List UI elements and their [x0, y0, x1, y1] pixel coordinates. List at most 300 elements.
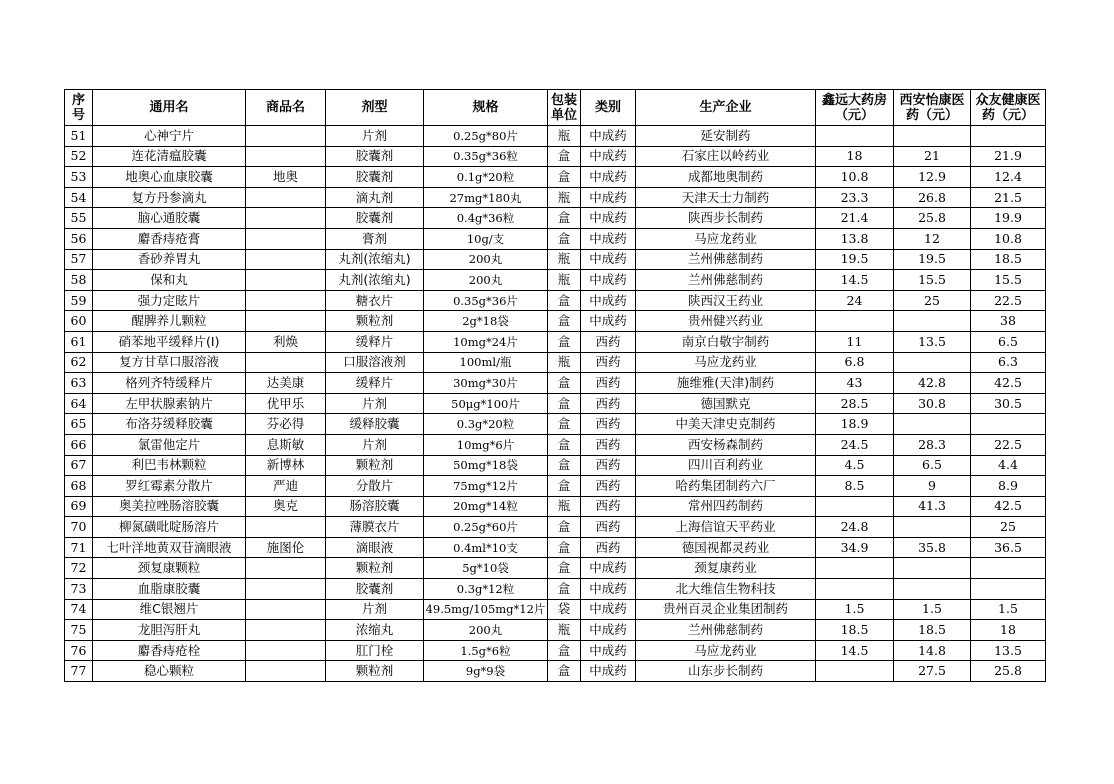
generic-name-cell: 保和丸 [93, 270, 246, 291]
dosage-form-cell: 浓缩丸 [326, 620, 424, 641]
dosage-form-cell: 肛门栓 [326, 640, 424, 661]
row-index-cell: 70 [65, 517, 93, 538]
manufacturer-cell: 哈药集团制药六厂 [636, 476, 816, 497]
brand-name-cell [246, 290, 326, 311]
package-unit-cell: 盒 [548, 517, 581, 538]
spec-cell: 9g*9袋 [424, 661, 548, 682]
price-xinyuan-cell: 24.5 [816, 434, 894, 455]
brand-name-cell [246, 208, 326, 229]
manufacturer-cell: 山东步长制药 [636, 661, 816, 682]
manufacturer-cell: 马应龙药业 [636, 228, 816, 249]
dosage-form-cell: 滴眼液 [326, 537, 424, 558]
package-unit-cell: 盒 [548, 476, 581, 497]
price-zhongyou-cell: 25.8 [971, 661, 1046, 682]
price-xinyuan-cell: 4.5 [816, 455, 894, 476]
row-index-cell: 71 [65, 537, 93, 558]
category-cell: 西药 [581, 373, 636, 394]
row-index-cell: 74 [65, 599, 93, 620]
price-xinyuan-cell [816, 579, 894, 600]
table-row [65, 434, 1046, 455]
manufacturer-cell: 德国视都灵药业 [636, 537, 816, 558]
price-zhongyou-cell: 13.5 [971, 640, 1046, 661]
table-row [65, 290, 1046, 311]
table-row [65, 558, 1046, 579]
manufacturer-cell: 贵州健兴药业 [636, 311, 816, 332]
price-xinyuan-cell: 43 [816, 373, 894, 394]
brand-name-cell [246, 228, 326, 249]
manufacturer-cell: 上海信谊天平药业 [636, 517, 816, 538]
generic-name-cell: 柳氮磺吡啶肠溶片 [93, 517, 246, 538]
category-cell: 中成药 [581, 270, 636, 291]
manufacturer-cell: 北大维信生物科技 [636, 579, 816, 600]
brand-name-cell: 地奥 [246, 167, 326, 188]
package-unit-cell: 盒 [548, 640, 581, 661]
spec-cell: 0.1g*20粒 [424, 167, 548, 188]
price-yikang-cell [894, 517, 971, 538]
dosage-form-cell: 缓释片 [326, 331, 424, 352]
row-index-cell: 55 [65, 208, 93, 229]
price-zhongyou-cell: 25 [971, 517, 1046, 538]
package-unit-cell: 盒 [548, 414, 581, 435]
generic-name-cell: 心神宁片 [93, 126, 246, 147]
price-xinyuan-cell: 8.5 [816, 476, 894, 497]
price-xinyuan-cell: 13.8 [816, 228, 894, 249]
price-yikang-cell: 13.5 [894, 331, 971, 352]
brand-name-cell [246, 620, 326, 641]
spec-cell: 1.5g*6粒 [424, 640, 548, 661]
price-zhongyou-cell: 22.5 [971, 434, 1046, 455]
generic-name-cell: 七叶洋地黄双苷滴眼液 [93, 537, 246, 558]
dosage-form-cell: 滴丸剂 [326, 187, 424, 208]
manufacturer-cell: 南京白敬宇制药 [636, 331, 816, 352]
row-index-cell: 57 [65, 249, 93, 270]
brand-name-cell: 利焕 [246, 331, 326, 352]
table-row [65, 661, 1046, 682]
brand-name-cell [246, 558, 326, 579]
package-unit-cell: 瓶 [548, 187, 581, 208]
category-cell: 中成药 [581, 228, 636, 249]
manufacturer-cell: 天津天士力制药 [636, 187, 816, 208]
price-xinyuan-cell [816, 126, 894, 147]
price-yikang-cell: 25.8 [894, 208, 971, 229]
brand-name-cell: 新博林 [246, 455, 326, 476]
spec-cell: 30mg*30片 [424, 373, 548, 394]
manufacturer-cell: 中美天津史克制药 [636, 414, 816, 435]
table-row [65, 517, 1046, 538]
col-package-unit-header: 包装单位 [548, 90, 581, 126]
price-yikang-cell: 27.5 [894, 661, 971, 682]
price-zhongyou-cell: 10.8 [971, 228, 1046, 249]
price-yikang-cell: 12 [894, 228, 971, 249]
price-zhongyou-cell: 30.5 [971, 393, 1046, 414]
price-xinyuan-cell: 28.5 [816, 393, 894, 414]
price-zhongyou-cell [971, 414, 1046, 435]
package-unit-cell: 瓶 [548, 496, 581, 517]
manufacturer-cell: 贵州百灵企业集团制药 [636, 599, 816, 620]
generic-name-cell: 连花清瘟胶囊 [93, 146, 246, 167]
price-yikang-cell [894, 311, 971, 332]
table-row [65, 311, 1046, 332]
price-zhongyou-cell: 38 [971, 311, 1046, 332]
price-xinyuan-cell [816, 558, 894, 579]
spec-cell: 0.3g*12粒 [424, 579, 548, 600]
table-row [65, 414, 1046, 435]
package-unit-cell: 瓶 [548, 249, 581, 270]
price-xinyuan-cell: 19.5 [816, 249, 894, 270]
spec-cell: 200丸 [424, 249, 548, 270]
row-index-cell: 75 [65, 620, 93, 641]
price-yikang-cell [894, 579, 971, 600]
price-xinyuan-cell: 14.5 [816, 270, 894, 291]
brand-name-cell [246, 187, 326, 208]
brand-name-cell [246, 599, 326, 620]
brand-name-cell [246, 311, 326, 332]
spec-cell: 2g*18袋 [424, 311, 548, 332]
table-row [65, 352, 1046, 373]
manufacturer-cell: 西安杨森制药 [636, 434, 816, 455]
price-zhongyou-cell: 36.5 [971, 537, 1046, 558]
package-unit-cell: 盒 [548, 331, 581, 352]
row-index-cell: 67 [65, 455, 93, 476]
brand-name-cell [246, 579, 326, 600]
generic-name-cell: 复方丹参滴丸 [93, 187, 246, 208]
price-yikang-cell: 18.5 [894, 620, 971, 641]
price-xinyuan-cell: 6.8 [816, 352, 894, 373]
price-yikang-cell: 30.8 [894, 393, 971, 414]
category-cell: 中成药 [581, 558, 636, 579]
brand-name-cell [246, 126, 326, 147]
spec-cell: 10mg*6片 [424, 434, 548, 455]
col-spec-header: 规格 [424, 90, 548, 126]
spec-cell: 10mg*24片 [424, 331, 548, 352]
brand-name-cell [246, 270, 326, 291]
dosage-form-cell: 肠溶胶囊 [326, 496, 424, 517]
price-yikang-cell: 42.8 [894, 373, 971, 394]
price-zhongyou-cell [971, 579, 1046, 600]
row-index-cell: 54 [65, 187, 93, 208]
manufacturer-cell: 马应龙药业 [636, 640, 816, 661]
category-cell: 西药 [581, 517, 636, 538]
generic-name-cell: 颈复康颗粒 [93, 558, 246, 579]
col-price-xinyuan-header: 鑫远大药房（元） [816, 90, 894, 126]
price-zhongyou-cell: 21.5 [971, 187, 1046, 208]
generic-name-cell: 维C银翘片 [93, 599, 246, 620]
table-row [65, 599, 1046, 620]
spec-cell: 10g/支 [424, 228, 548, 249]
row-index-cell: 65 [65, 414, 93, 435]
generic-name-cell: 奥美拉唑肠溶胶囊 [93, 496, 246, 517]
price-xinyuan-cell: 34.9 [816, 537, 894, 558]
dosage-form-cell: 胶囊剂 [326, 579, 424, 600]
generic-name-cell: 硝苯地平缓释片(Ⅰ) [93, 331, 246, 352]
table-row [65, 537, 1046, 558]
package-unit-cell: 盒 [548, 455, 581, 476]
dosage-form-cell: 胶囊剂 [326, 167, 424, 188]
generic-name-cell: 麝香痔疮栓 [93, 640, 246, 661]
row-index-cell: 61 [65, 331, 93, 352]
brand-name-cell: 奥克 [246, 496, 326, 517]
price-zhongyou-cell: 21.9 [971, 146, 1046, 167]
dosage-form-cell: 胶囊剂 [326, 146, 424, 167]
price-xinyuan-cell [816, 661, 894, 682]
category-cell: 中成药 [581, 620, 636, 641]
spec-cell: 200丸 [424, 620, 548, 641]
price-zhongyou-cell: 4.4 [971, 455, 1046, 476]
row-index-cell: 63 [65, 373, 93, 394]
dosage-form-cell: 片剂 [326, 393, 424, 414]
manufacturer-cell: 兰州佛慈制药 [636, 249, 816, 270]
dosage-form-cell: 缓释片 [326, 373, 424, 394]
row-index-cell: 64 [65, 393, 93, 414]
dosage-form-cell: 分散片 [326, 476, 424, 497]
spec-cell: 20mg*14粒 [424, 496, 548, 517]
brand-name-cell [246, 146, 326, 167]
category-cell: 中成药 [581, 187, 636, 208]
price-yikang-cell: 26.8 [894, 187, 971, 208]
generic-name-cell: 地奥心血康胶囊 [93, 167, 246, 188]
brand-name-cell: 芬必得 [246, 414, 326, 435]
col-generic-name-header: 通用名 [93, 90, 246, 126]
dosage-form-cell: 片剂 [326, 434, 424, 455]
generic-name-cell: 醒脾养儿颗粒 [93, 311, 246, 332]
price-zhongyou-cell: 15.5 [971, 270, 1046, 291]
category-cell: 中成药 [581, 126, 636, 147]
price-xinyuan-cell: 18.9 [816, 414, 894, 435]
price-zhongyou-cell: 18 [971, 620, 1046, 641]
manufacturer-cell: 德国默克 [636, 393, 816, 414]
category-cell: 中成药 [581, 599, 636, 620]
package-unit-cell: 盒 [548, 228, 581, 249]
category-cell: 西药 [581, 414, 636, 435]
col-dosage-form-header: 剂型 [326, 90, 424, 126]
price-xinyuan-cell [816, 311, 894, 332]
category-cell: 西药 [581, 352, 636, 373]
spec-cell: 0.3g*20粒 [424, 414, 548, 435]
brand-name-cell: 严迪 [246, 476, 326, 497]
table-row [65, 373, 1046, 394]
brand-name-cell [246, 661, 326, 682]
category-cell: 中成药 [581, 579, 636, 600]
price-zhongyou-cell: 42.5 [971, 496, 1046, 517]
price-xinyuan-cell: 14.5 [816, 640, 894, 661]
generic-name-cell: 龙胆泻肝丸 [93, 620, 246, 641]
price-xinyuan-cell: 1.5 [816, 599, 894, 620]
table-row [65, 187, 1046, 208]
category-cell: 西药 [581, 434, 636, 455]
generic-name-cell: 格列齐特缓释片 [93, 373, 246, 394]
spec-cell: 100ml/瓶 [424, 352, 548, 373]
price-zhongyou-cell: 18.5 [971, 249, 1046, 270]
header-row [65, 90, 1046, 126]
spec-cell: 27mg*180丸 [424, 187, 548, 208]
brand-name-cell [246, 640, 326, 661]
dosage-form-cell: 丸剂(浓缩丸) [326, 270, 424, 291]
generic-name-cell: 左甲状腺素钠片 [93, 393, 246, 414]
category-cell: 中成药 [581, 290, 636, 311]
price-zhongyou-cell: 19.9 [971, 208, 1046, 229]
manufacturer-cell: 颈复康药业 [636, 558, 816, 579]
package-unit-cell: 瓶 [548, 126, 581, 147]
manufacturer-cell: 陕西步长制药 [636, 208, 816, 229]
price-yikang-cell: 35.8 [894, 537, 971, 558]
row-index-cell: 72 [65, 558, 93, 579]
price-yikang-cell [894, 558, 971, 579]
package-unit-cell: 盒 [548, 558, 581, 579]
category-cell: 中成药 [581, 146, 636, 167]
package-unit-cell: 盒 [548, 146, 581, 167]
brand-name-cell [246, 249, 326, 270]
manufacturer-cell: 成都地奥制药 [636, 167, 816, 188]
spec-cell: 0.35g*36片 [424, 290, 548, 311]
package-unit-cell: 瓶 [548, 620, 581, 641]
price-yikang-cell: 25 [894, 290, 971, 311]
package-unit-cell: 盒 [548, 579, 581, 600]
package-unit-cell: 盒 [548, 661, 581, 682]
generic-name-cell: 利巴韦林颗粒 [93, 455, 246, 476]
price-zhongyou-cell: 6.5 [971, 331, 1046, 352]
package-unit-cell: 盒 [548, 434, 581, 455]
price-yikang-cell: 41.3 [894, 496, 971, 517]
spec-cell: 75mg*12片 [424, 476, 548, 497]
generic-name-cell: 罗红霉素分散片 [93, 476, 246, 497]
row-index-cell: 69 [65, 496, 93, 517]
price-yikang-cell: 19.5 [894, 249, 971, 270]
table-row [65, 249, 1046, 270]
price-xinyuan-cell: 18.5 [816, 620, 894, 641]
dosage-form-cell: 薄膜衣片 [326, 517, 424, 538]
spec-cell: 50mg*18袋 [424, 455, 548, 476]
row-index-cell: 53 [65, 167, 93, 188]
table-row [65, 146, 1046, 167]
price-zhongyou-cell: 22.5 [971, 290, 1046, 311]
row-index-cell: 51 [65, 126, 93, 147]
price-yikang-cell [894, 126, 971, 147]
dosage-form-cell: 颗粒剂 [326, 558, 424, 579]
package-unit-cell: 瓶 [548, 352, 581, 373]
row-index-cell: 62 [65, 352, 93, 373]
price-xinyuan-cell: 23.3 [816, 187, 894, 208]
price-xinyuan-cell: 21.4 [816, 208, 894, 229]
brand-name-cell: 优甲乐 [246, 393, 326, 414]
row-index-cell: 59 [65, 290, 93, 311]
package-unit-cell: 盒 [548, 290, 581, 311]
manufacturer-cell: 兰州佛慈制药 [636, 270, 816, 291]
col-category-header: 类别 [581, 90, 636, 126]
category-cell: 西药 [581, 496, 636, 517]
generic-name-cell: 布洛芬缓释胶囊 [93, 414, 246, 435]
brand-name-cell: 施图伦 [246, 537, 326, 558]
package-unit-cell: 盒 [548, 373, 581, 394]
category-cell: 中成药 [581, 640, 636, 661]
spec-cell: 0.35g*36粒 [424, 146, 548, 167]
generic-name-cell: 强力定眩片 [93, 290, 246, 311]
price-zhongyou-cell: 6.3 [971, 352, 1046, 373]
price-zhongyou-cell: 1.5 [971, 599, 1046, 620]
dosage-form-cell: 缓释胶囊 [326, 414, 424, 435]
price-xinyuan-cell: 10.8 [816, 167, 894, 188]
dosage-form-cell: 片剂 [326, 126, 424, 147]
table-row [65, 496, 1046, 517]
category-cell: 中成药 [581, 661, 636, 682]
manufacturer-cell: 常州四药制药 [636, 496, 816, 517]
price-zhongyou-cell [971, 126, 1046, 147]
spec-cell: 0.4ml*10支 [424, 537, 548, 558]
price-yikang-cell [894, 352, 971, 373]
dosage-form-cell: 片剂 [326, 599, 424, 620]
category-cell: 西药 [581, 476, 636, 497]
col-manufacturer-header: 生产企业 [636, 90, 816, 126]
category-cell: 中成药 [581, 249, 636, 270]
col-brand-name-header: 商品名 [246, 90, 326, 126]
table-row [65, 228, 1046, 249]
col-price-zhongyou-header: 众友健康医药（元） [971, 90, 1046, 126]
price-xinyuan-cell: 24.8 [816, 517, 894, 538]
spec-cell: 0.25g*80片 [424, 126, 548, 147]
dosage-form-cell: 丸剂(浓缩丸) [326, 249, 424, 270]
table-row [65, 167, 1046, 188]
dosage-form-cell: 糖衣片 [326, 290, 424, 311]
table-row [65, 126, 1046, 147]
generic-name-cell: 稳心颗粒 [93, 661, 246, 682]
generic-name-cell: 脑心通胶囊 [93, 208, 246, 229]
category-cell: 西药 [581, 331, 636, 352]
spec-cell: 0.25g*60片 [424, 517, 548, 538]
price-yikang-cell: 14.8 [894, 640, 971, 661]
generic-name-cell: 氯雷他定片 [93, 434, 246, 455]
price-yikang-cell: 9 [894, 476, 971, 497]
price-zhongyou-cell: 8.9 [971, 476, 1046, 497]
package-unit-cell: 盒 [548, 311, 581, 332]
category-cell: 西药 [581, 455, 636, 476]
table-row [65, 393, 1046, 414]
price-zhongyou-cell [971, 558, 1046, 579]
dosage-form-cell: 颗粒剂 [326, 455, 424, 476]
col-price-yikang-header: 西安怡康医药（元） [894, 90, 971, 126]
manufacturer-cell: 兰州佛慈制药 [636, 620, 816, 641]
brand-name-cell [246, 517, 326, 538]
table-row [65, 476, 1046, 497]
price-zhongyou-cell: 12.4 [971, 167, 1046, 188]
table-body [65, 126, 1046, 682]
table-row [65, 455, 1046, 476]
row-index-cell: 77 [65, 661, 93, 682]
price-yikang-cell: 1.5 [894, 599, 971, 620]
manufacturer-cell: 马应龙药业 [636, 352, 816, 373]
row-index-cell: 56 [65, 228, 93, 249]
dosage-form-cell: 胶囊剂 [326, 208, 424, 229]
col-index-header: 序号 [65, 90, 93, 126]
table-row [65, 620, 1046, 641]
spec-cell: 50μg*100片 [424, 393, 548, 414]
manufacturer-cell: 四川百利药业 [636, 455, 816, 476]
generic-name-cell: 香砂养胃丸 [93, 249, 246, 270]
price-yikang-cell: 6.5 [894, 455, 971, 476]
manufacturer-cell: 延安制药 [636, 126, 816, 147]
spec-cell: 200丸 [424, 270, 548, 291]
category-cell: 中成药 [581, 167, 636, 188]
price-yikang-cell: 21 [894, 146, 971, 167]
table-row [65, 579, 1046, 600]
row-index-cell: 76 [65, 640, 93, 661]
price-xinyuan-cell [816, 496, 894, 517]
generic-name-cell: 血脂康胶囊 [93, 579, 246, 600]
price-xinyuan-cell: 18 [816, 146, 894, 167]
row-index-cell: 60 [65, 311, 93, 332]
package-unit-cell: 瓶 [548, 270, 581, 291]
price-zhongyou-cell: 42.5 [971, 373, 1046, 394]
generic-name-cell: 麝香痔疮膏 [93, 228, 246, 249]
manufacturer-cell: 施维雅(天津)制药 [636, 373, 816, 394]
